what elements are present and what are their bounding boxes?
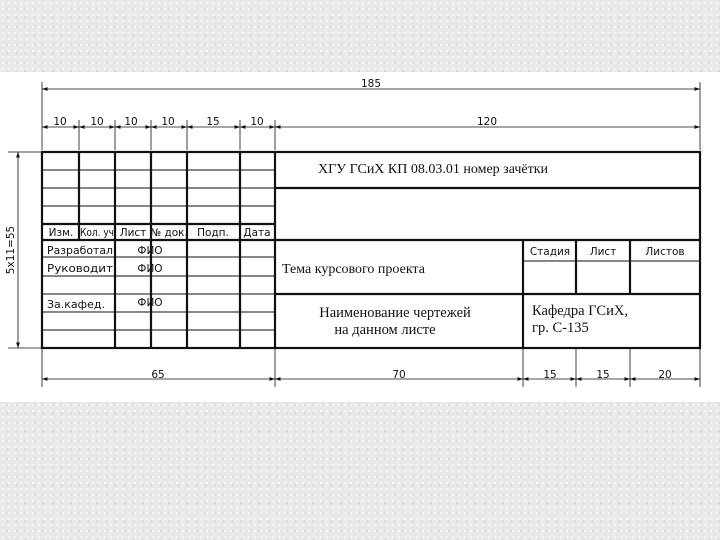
column-width-label: 15 — [206, 116, 220, 128]
column-width-label: 10 — [53, 116, 67, 128]
sheets-header: Листов — [645, 246, 685, 258]
header-cell: Подп. — [197, 227, 229, 239]
header-cell: Лист — [119, 227, 147, 239]
organization-line2: гр. С-135 — [532, 320, 589, 336]
bottom-width-label: 15 — [596, 369, 610, 381]
title-block-drawing — [0, 72, 720, 402]
bottom-width-label: 70 — [392, 369, 406, 381]
bottom-width-label: 65 — [151, 369, 165, 381]
role-supervisor: Руководит — [47, 262, 114, 275]
header-cell: Кол. уч — [80, 227, 114, 239]
drawing-name-line1: Наименование чертежей — [319, 305, 471, 321]
column-width-label: 10 — [161, 116, 175, 128]
organization-line1: Кафедра ГСиХ, — [532, 303, 628, 319]
fio-developer: ФИО — [137, 245, 163, 257]
header-cell: Изм. — [48, 227, 74, 239]
bottom-width-label: 15 — [543, 369, 557, 381]
fio-supervisor: ФИО — [137, 263, 163, 275]
sheet-header: Лист — [589, 246, 617, 258]
column-width-label: 10 — [124, 116, 138, 128]
stage-header: Стадия — [529, 246, 571, 258]
column-width-label: 10 — [90, 116, 104, 128]
column-width-label: 10 — [250, 116, 264, 128]
slide-canvas — [0, 72, 720, 402]
right-part-width-label: 120 — [476, 116, 498, 128]
header-cell: Дата — [243, 227, 271, 239]
bottom-width-label: 20 — [658, 369, 672, 381]
row-height-label: 5x11=55 — [5, 225, 17, 275]
fio-head-of-department: ФИО — [137, 297, 163, 309]
role-developer: Разработал — [47, 244, 113, 257]
header-cell: № док. — [150, 227, 188, 239]
drawing-name-line2: на данном листе — [334, 322, 436, 338]
project-theme: Тема курсового проекта — [282, 262, 425, 277]
role-head-of-department: За.кафед. — [47, 298, 105, 311]
overall-width-label: 185 — [360, 78, 382, 90]
document-code: ХГУ ГСиХ КП 08.03.01 номер зачётки — [317, 162, 549, 177]
